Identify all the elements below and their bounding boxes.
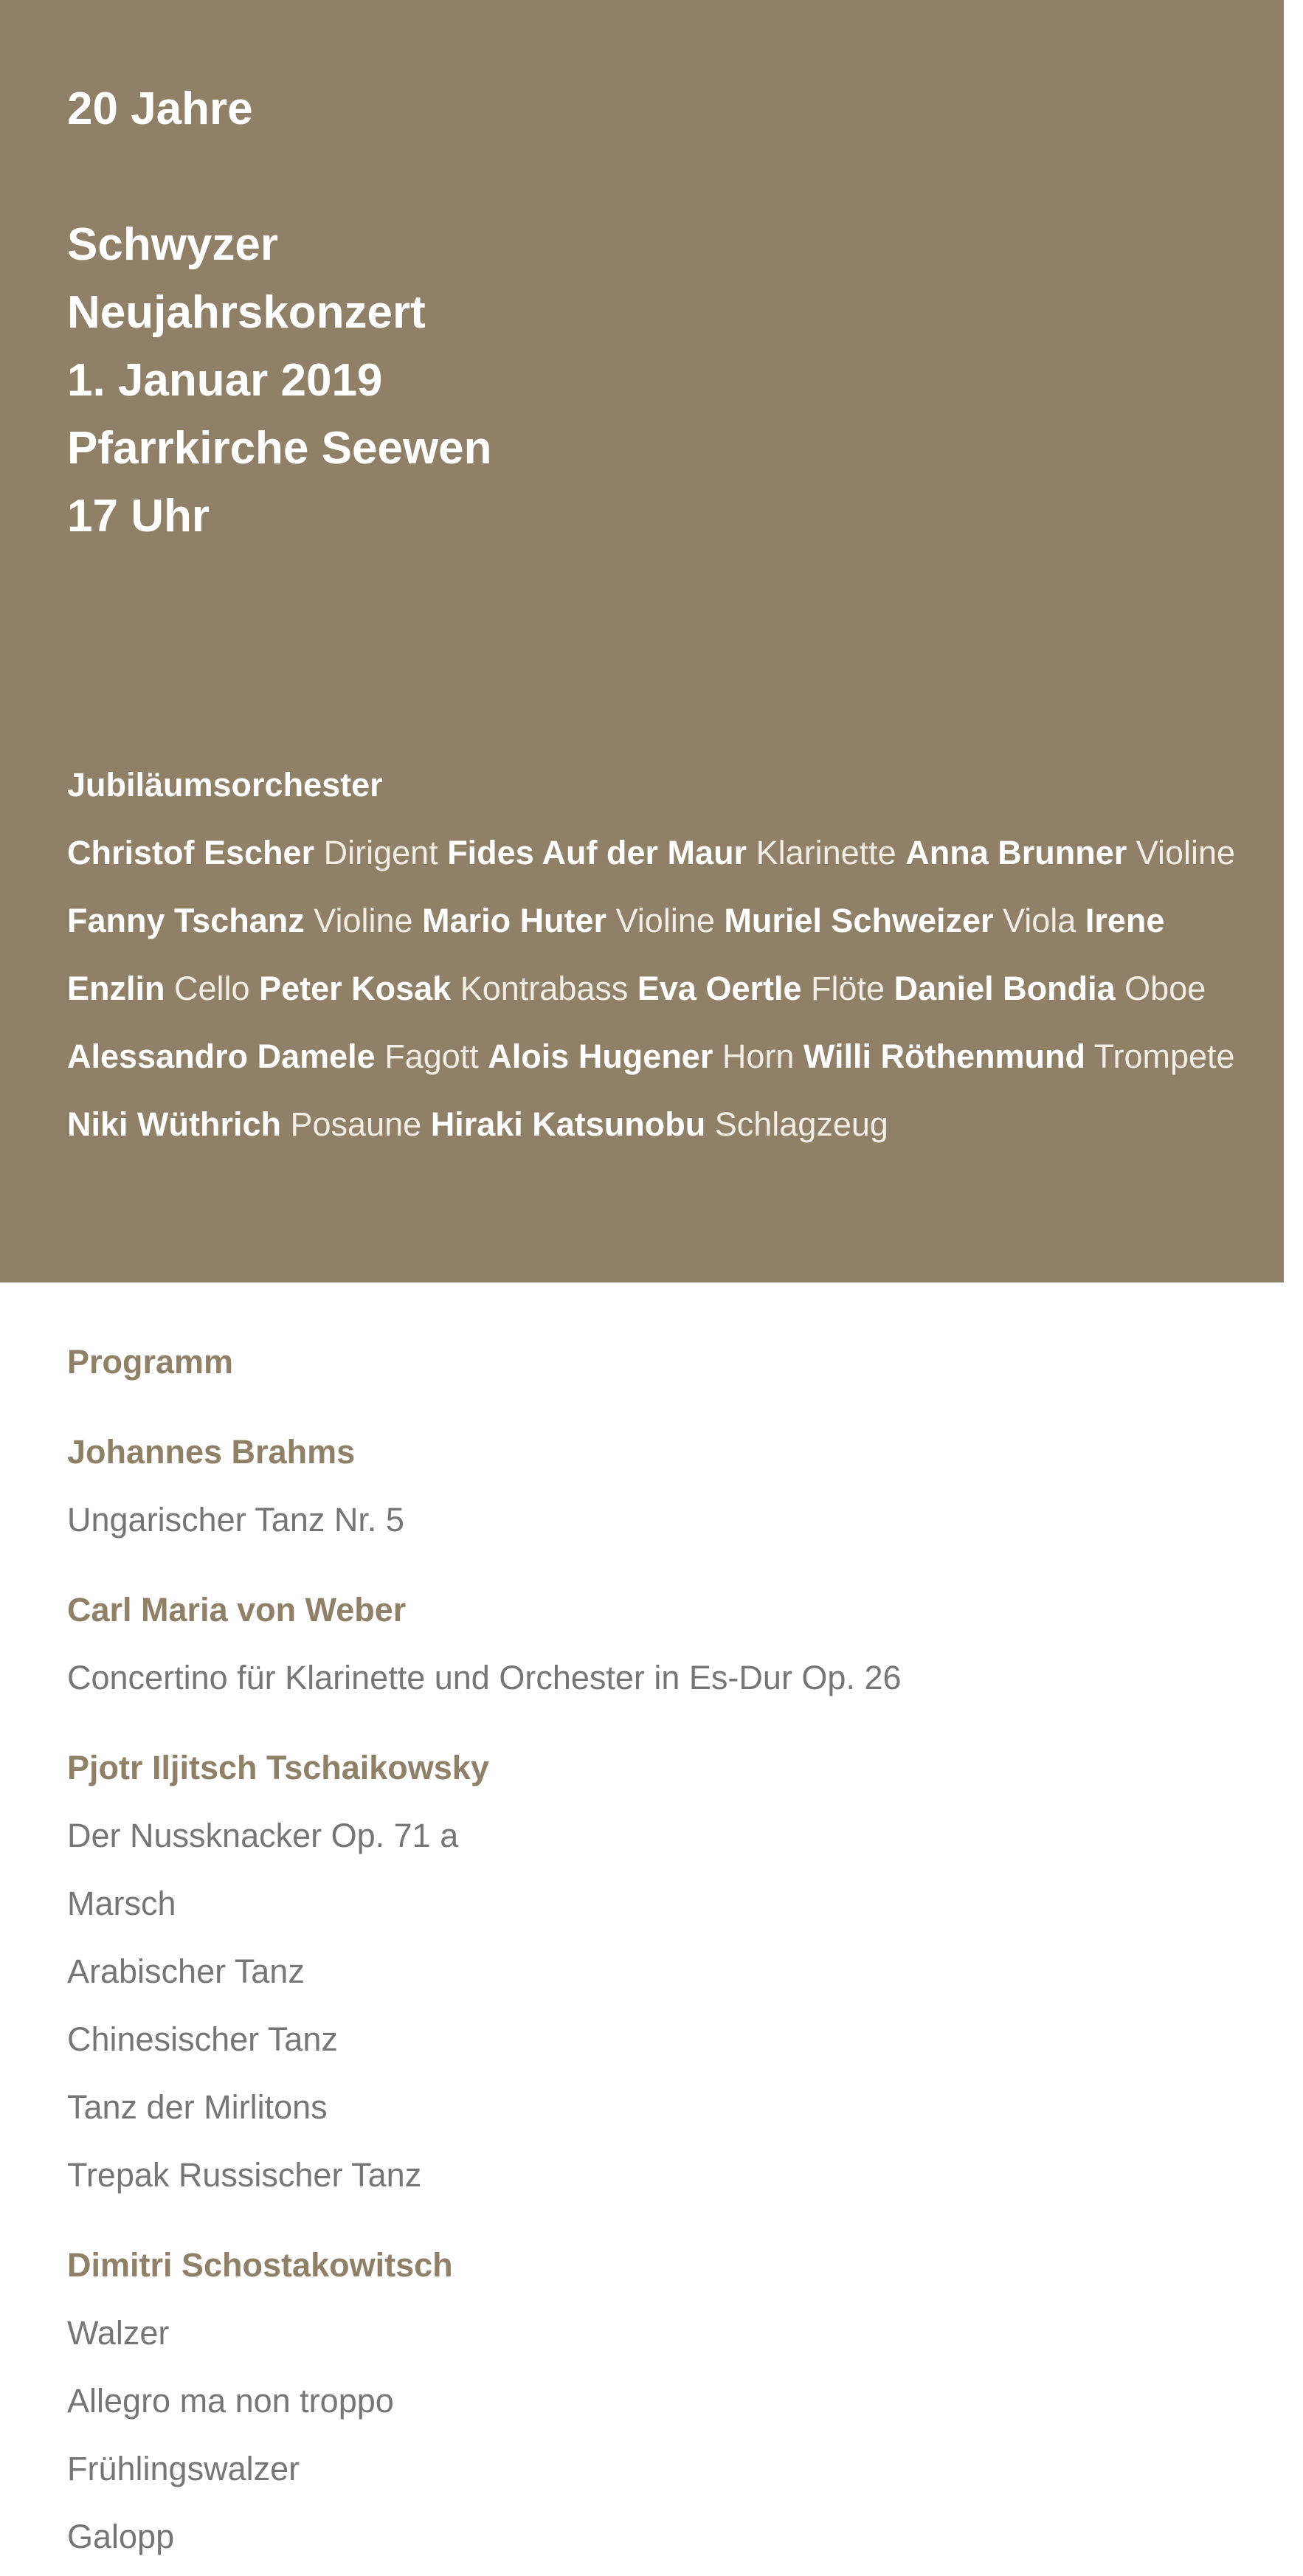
work-item: Arabischer Tanz <box>67 1952 305 1990</box>
member-name: Irene Enzlin <box>67 902 1165 1007</box>
concert-date: 1. Januar 2019 <box>67 355 383 406</box>
work-item: Concertino für Klarinette und Orchester in Es-Dur Op. 26 <box>67 1659 902 1696</box>
concert-name-line2: Neujahrskonzert <box>67 287 426 338</box>
member-name: Niki Wüthrich <box>67 1105 281 1143</box>
composer-heading: Pjotr Iljitsch Tschaikowsky <box>67 1749 489 1786</box>
member-instrument: Schlagzeug <box>714 1105 888 1143</box>
member-instrument: Violine <box>615 902 715 939</box>
header-spacer <box>67 143 492 211</box>
member-name: Anna Brunner <box>905 834 1127 871</box>
member-instrument: Posaune <box>290 1105 422 1143</box>
member-name: Daniel Bondia <box>894 970 1116 1007</box>
concert-header <box>67 75 492 550</box>
member-name: Eva Oertle <box>637 970 802 1007</box>
concert-name-line1: Schwyzer <box>67 219 279 270</box>
member-name: Christof Escher <box>67 834 315 871</box>
orchestra-section <box>67 751 1262 1158</box>
work-item: Marsch <box>67 1885 176 1922</box>
member-instrument: Trompete <box>1093 1037 1235 1075</box>
anniversary-title: 20 Jahre <box>67 83 253 134</box>
member-instrument: Kontrabass <box>460 970 629 1007</box>
work-item: Frühlingswalzer <box>67 2450 300 2487</box>
composer-heading: Carl Maria von Weber <box>67 1591 407 1629</box>
work-item: Allegro ma non troppo <box>67 2382 394 2420</box>
member-instrument: Flöte <box>811 970 885 1007</box>
member-instrument: Klarinette <box>756 834 896 871</box>
member-name: Alessandro Damele <box>67 1037 376 1075</box>
member-name: Fides Auf der Maur <box>447 834 747 871</box>
work-item: Walzer <box>67 2314 170 2352</box>
concert-time: 17 Uhr <box>67 491 210 542</box>
work-item: Galopp <box>67 2518 175 2555</box>
member-instrument: Viola <box>1003 902 1076 939</box>
member-name: Muriel Schweizer <box>724 902 994 939</box>
member-name: Mario Huter <box>422 902 607 939</box>
header-panel <box>0 0 1284 1282</box>
work-item: Tanz der Mirlitons <box>67 2088 328 2126</box>
work-item: Der Nussknacker Op. 71 a <box>67 1817 459 1854</box>
program-section <box>67 1328 1262 2571</box>
member-name: Hiraki Katsunobu <box>430 1105 706 1143</box>
work-item: Ungarischer Tanz Nr. 5 <box>67 1501 404 1539</box>
composer-heading: Dimitri Schostakowitsch <box>67 2246 453 2284</box>
member-name: Peter Kosak <box>259 970 452 1007</box>
member-instrument: Oboe <box>1124 970 1206 1007</box>
composer-heading: Johannes Brahms <box>67 1433 356 1471</box>
member-instrument: Violine <box>314 902 413 939</box>
member-name: Willi Röthenmund <box>803 1037 1085 1075</box>
concert-venue: Pfarrkirche Seewen <box>67 423 492 474</box>
orchestra-roster <box>67 819 1262 1158</box>
work-item: Chinesischer Tanz <box>67 2020 338 2058</box>
member-name: Alois Hugener <box>488 1037 713 1075</box>
member-instrument: Horn <box>722 1037 795 1075</box>
member-instrument: Dirigent <box>323 834 438 871</box>
member-name: Fanny Tschanz <box>67 902 305 939</box>
member-instrument: Cello <box>174 970 250 1007</box>
work-item: Trepak Russischer Tanz <box>67 2156 422 2194</box>
orchestra-title: Jubiläumsorchester <box>67 766 383 804</box>
member-instrument: Fagott <box>384 1037 479 1075</box>
program-title: Programm <box>67 1343 234 1381</box>
member-instrument: Violine <box>1136 834 1236 871</box>
